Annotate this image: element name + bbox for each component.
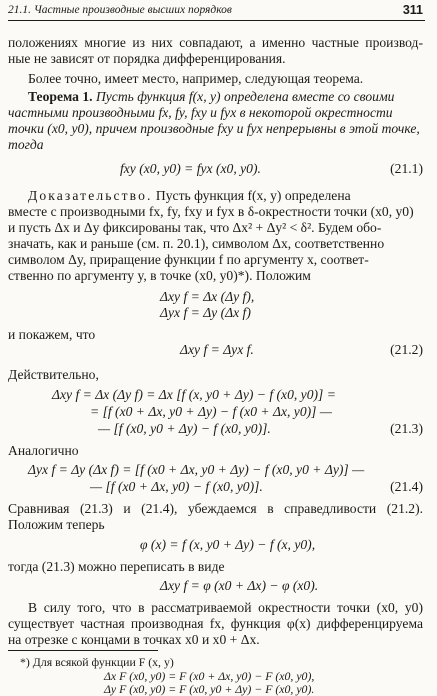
- section-title: 21.1. Частные производные высших порядков: [8, 4, 232, 16]
- proof-text: значать, как и раньше (см. п. 20.1), символом Δx, соответственно: [8, 236, 385, 251]
- text-line: на отрезке с концами в точках x0 и x0 + Δx.: [8, 632, 260, 647]
- theorem-first-line: [28, 89, 394, 105]
- header-rule: [8, 20, 425, 21]
- theorem-text: тогда: [8, 137, 44, 152]
- text-line: положениях многие из них совпадают, а именно частные производ-: [8, 35, 423, 50]
- text-line: Более точно, имеет место, например, следующая теорема.: [28, 71, 364, 86]
- equation-number: (21.2): [390, 342, 423, 357]
- footnote-formula: Δx F (x0, y0) = F (x0 + Δx, y0) − F (x0, y0),: [104, 669, 315, 683]
- equation-number: (21.4): [390, 479, 423, 494]
- text-line: Действительно,: [8, 367, 99, 382]
- theorem-text: точки (x0, y0), причем производные fxy и fyx непрерывны в этой точке,: [8, 121, 420, 136]
- proof-text: вместе с производными fx, fy, fxy и fyx в δ-окрестности точки (x0, y0): [8, 204, 414, 219]
- equation-number: (21.1): [390, 161, 423, 176]
- text-line: ные не зависят от порядка дифференцирования.: [8, 51, 286, 66]
- equation: fxy (x0, y0) = fyx (x0, y0).: [120, 161, 261, 176]
- equation: Δxy f = Δyx f.: [180, 342, 254, 357]
- equation: — [f (x0 + Δx, y0) − f (x0, y0)].: [90, 479, 263, 494]
- text-line: существует частная производная fx, функция φ(x) дифференцируема: [8, 616, 423, 631]
- proof-text: символом Δy, приращение функции f по аргументу x, соответ-: [8, 252, 369, 267]
- equation: — [f (x0, y0 + Δy) − f (x0, y0)].: [98, 421, 271, 436]
- text-line: Положим теперь: [8, 517, 105, 532]
- proof-text: ственно по аргументу y, в точке (x0, y0)*). Положим: [8, 268, 311, 283]
- footnote-text: *) Для всякой функции F (x, y): [20, 655, 174, 669]
- equation: = [f (x0 + Δx, y0 + Δy) − f (x0 + Δx, y0)] —: [90, 404, 332, 419]
- page-number: 311: [402, 3, 423, 17]
- definition-formula: Δyx f = Δy (Δx f): [160, 305, 251, 320]
- text-line: Сравнивая (21.3) и (21.4), убеждаемся в справедливости (21.2).: [8, 501, 423, 516]
- proof-first-line: [28, 188, 351, 204]
- proof-text: Пусть функция f(x, y) определена: [155, 188, 351, 203]
- text-line: тогда (21.3) можно переписать в виде: [8, 559, 225, 574]
- text-line: В силу того, что в рассматриваемой окрестности точки (x0, y0): [28, 600, 423, 615]
- proof-text: и пусть Δx и Δy фиксированы так, что Δx² + Δy² < δ². Будем обо-: [8, 220, 382, 235]
- equation: Δxy f = φ (x0 + Δx) − φ (x0).: [160, 578, 319, 593]
- definition-formula: Δxy f = Δx (Δy f),: [160, 289, 255, 304]
- theorem-text: Пусть функция f(x, y) определена вместе со своими: [95, 89, 395, 104]
- equation: Δyx f = Δy (Δx f) = [f (x0 + Δx, y0 + Δy) − f (x0, y0 + Δy)] —: [28, 462, 365, 477]
- footnote-rule: [8, 650, 158, 651]
- footnote-formula: Δy F (x0, y0) = F (x0, y0 + Δy) − F (x0, y0).: [104, 682, 315, 696]
- text-line: Аналогично: [8, 443, 79, 458]
- proof-label: Доказательство.: [28, 188, 153, 203]
- equation: Δxy f = Δx (Δy f) = Δx [f (x, y0 + Δy) − f (x0, y0)] =: [52, 387, 336, 402]
- equation: φ (x) = f (x, y0 + Δy) − f (x, y0),: [140, 537, 316, 552]
- theorem-label: Теорема 1.: [28, 89, 93, 104]
- text-line: и покажем, что: [8, 327, 96, 342]
- theorem-text: частными производными fx, fy, fxy и fyx в некоторой окрестности: [8, 105, 393, 120]
- equation-number: (21.3): [390, 421, 423, 436]
